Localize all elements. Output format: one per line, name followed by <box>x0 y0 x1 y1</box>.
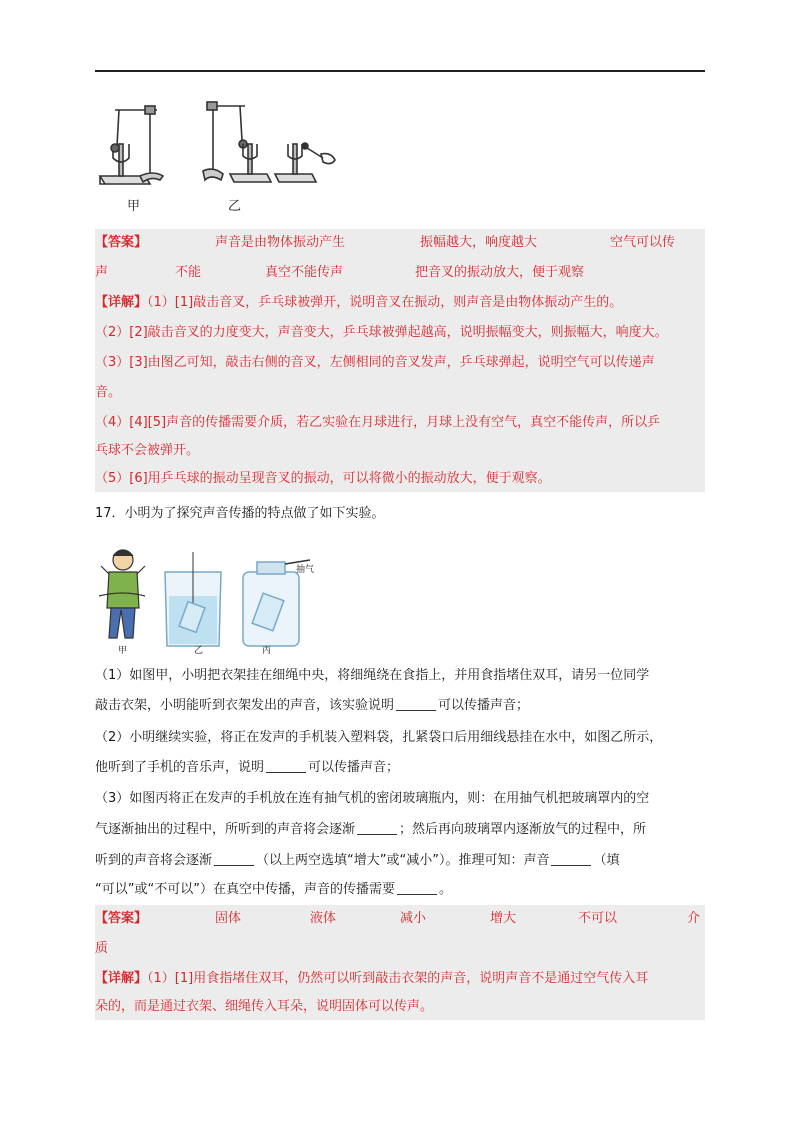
detail2-line-1: 【详解】（1）[1]用食指堵住双耳，仍然可以听到敲击衣架的声音，说明声音不是通过空气传入耳 <box>95 971 649 986</box>
detail-line-6: 乓球不会被弹开。 <box>95 443 200 458</box>
detail-line-7: （5）[6]用乒乓球的振动呈现音叉的振动，可以将微小的振动放大，便于观察。 <box>95 471 551 486</box>
answer2-4: 增大 <box>490 911 517 926</box>
q17-p3-line3: 听到的声音将会逐渐 （以上两空选填“增大”或“减小”）。推理可知：声音 （填 <box>95 853 620 868</box>
fig1-label-jia: 甲 <box>127 199 141 214</box>
answer2-2: 液体 <box>310 911 337 926</box>
blank-2[interactable] <box>266 759 306 773</box>
question-17-title: 17．小明为了探究声音传播的特点做了如下实验。 <box>95 506 385 521</box>
answer-3-cont: 声 <box>95 265 109 280</box>
fig2-pump-label: 抽气 <box>296 565 315 575</box>
answer2-3: 减小 <box>400 911 427 926</box>
fig2-label-jia: 甲 <box>118 646 128 656</box>
blank-3[interactable] <box>357 821 397 835</box>
q17-p3-line2: 气逐渐抽出的过程中，所听到的声音将会逐渐 ；然后再向玻璃罩内逐渐放气的过程中，所 <box>95 822 647 837</box>
detail-line-5: （4）[4][5]声音的传播需要介质，若乙实验在月球进行，月球上没有空气，真空不能传声，所以乒 <box>95 415 661 430</box>
answer2-6: 介 <box>687 911 701 926</box>
sound-propagation-figure <box>95 538 335 658</box>
answer-5: 真空不能传声 <box>265 265 344 280</box>
detail-line-2: （2）[2]敲击音叉的力度变大，声音变大，乒乓球被弹起越高，说明振幅变大，则振幅大，响度大。 <box>95 325 668 340</box>
fig2-label-yi: 乙 <box>194 646 204 656</box>
answer-block-17 <box>95 905 705 1020</box>
answer-1: 声音是由物体振动产生 <box>215 235 346 250</box>
answer2-1: 固体 <box>215 911 242 926</box>
q17-p1-line2: 敲击衣架，小明能听到衣架发出的声音，该实验说明 可以传播声音； <box>95 698 530 713</box>
answer2-5: 不可以 <box>578 911 618 926</box>
fig1-label-yi: 乙 <box>228 199 242 214</box>
answer-2: 振幅越大，响度越大 <box>420 235 538 250</box>
q17-p2-line1: （2）小明继续实验，将正在发声的手机装入塑料袋，扎紧袋口后用细线悬挂在水中，如图乙所示， <box>95 730 663 745</box>
detail-line-4: 音。 <box>95 385 122 400</box>
figure-yi <box>203 102 335 182</box>
q17-p3-line4: “可以”或“不可以”）在真空中传播，声音的传播需要 。 <box>95 882 452 897</box>
figure-boy <box>99 550 145 638</box>
answer2-row-1 <box>95 909 147 929</box>
answer-4: 不能 <box>175 265 202 280</box>
blank-1[interactable] <box>396 697 436 711</box>
blank-6[interactable] <box>397 881 437 895</box>
q17-p1-line1: （1）如图甲，小明把衣架挂在细绳中央，将细绳绕在食指上，并用食指堵住双耳，请另一位同学 <box>95 668 650 683</box>
detail-tag: 【详解】 <box>95 295 148 310</box>
answer2-tag: 【答案】 <box>95 911 148 926</box>
detail-line-1: 【详解】（1）[1]敲击音叉，乒乓球被弹开，说明音叉在振动，则声音是由物体振动产生的。 <box>95 295 623 310</box>
answer-row-1 <box>95 233 147 253</box>
answer-tag: 【答案】 <box>95 235 148 250</box>
figure-jia <box>100 106 163 184</box>
answer-block-16 <box>95 229 705 492</box>
answer-6: 把音叉的振动放大，便于观察 <box>415 265 585 280</box>
blank-5[interactable] <box>551 852 591 866</box>
q17-p3-line1: （3）如图丙将正在发声的手机放在连有抽气机的密闭玻璃瓶内，则：在用抽气机把玻璃罩内的空 <box>95 791 650 806</box>
answer-3: 空气可以传 <box>610 235 676 250</box>
header-rule <box>95 70 705 72</box>
detail-line-3: （3）[3]由图乙可知，敲击右侧的音叉，左侧相同的音叉发声，乒乓球弹起，说明空气可以传递声 <box>95 355 655 370</box>
figure-beaker <box>165 552 221 646</box>
fig2-label-bing: 丙 <box>262 646 272 656</box>
detail2-tag: 【详解】 <box>95 971 148 986</box>
answer2-6-cont: 质 <box>95 941 109 956</box>
blank-4[interactable] <box>214 852 254 866</box>
detail2-line-2: 朵的，而是通过衣架、细绳传入耳朵，说明固体可以传声。 <box>95 999 434 1014</box>
q17-p2-line2: 他听到了手机的音乐声，说明 可以传播声音； <box>95 760 400 775</box>
